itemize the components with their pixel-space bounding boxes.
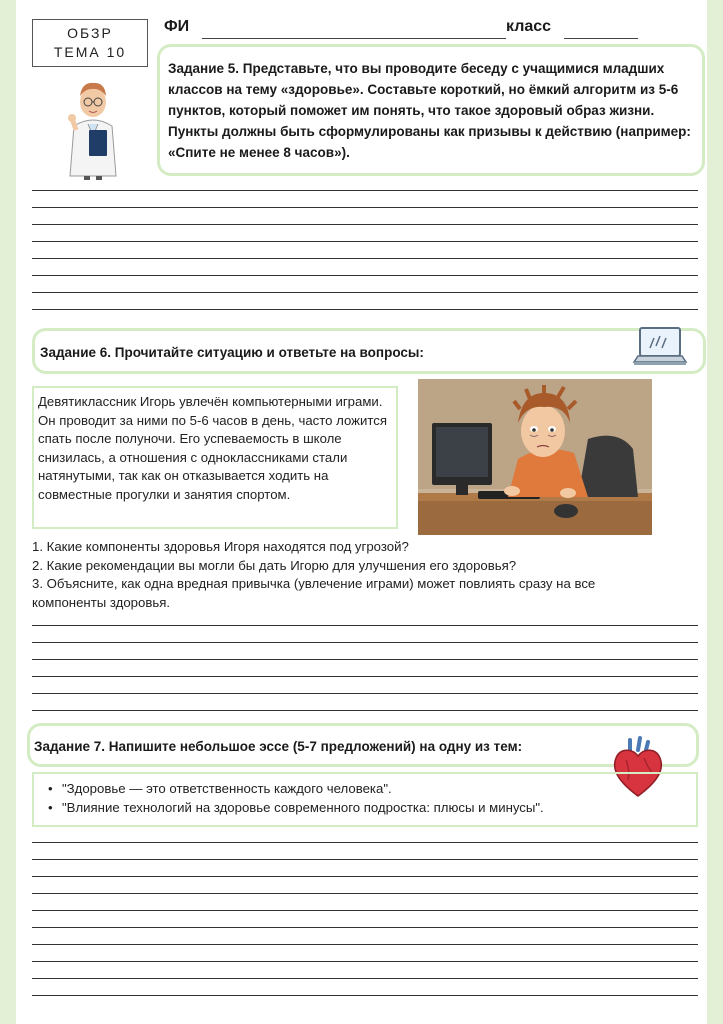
task7-title: Задание 7. Напишите небольшое эссе (5-7 предложений) на одну из тем:	[34, 739, 523, 754]
essay-topics-box	[32, 772, 698, 827]
topic-item	[48, 798, 696, 817]
bullet-icon: •	[48, 800, 53, 815]
class-field[interactable]	[564, 38, 638, 39]
topic-label: ТЕМА 10	[53, 44, 127, 60]
class-label: класс	[506, 18, 552, 35]
bullet-icon: •	[48, 781, 53, 796]
subject-box	[32, 19, 148, 67]
student-header	[164, 14, 664, 42]
subject-label: ОБЗР	[67, 25, 113, 41]
laptop-icon	[632, 326, 688, 368]
boy-at-computer-image	[418, 379, 652, 535]
question-1: 1. Какие компоненты здоровья Игоря находятся под угрозой?	[32, 539, 409, 554]
task6-title: Задание 6. Прочитайте ситуацию и ответьте на вопросы:	[40, 345, 424, 360]
name-label: ФИ	[164, 18, 190, 35]
task5-text: Задание 5. Представьте, что вы проводите беседу с учащимися младших классов на тему «здоровье». Составьте короткий, но ёмкий алгоритм из 5-6 пунктов, который поможет им понять, что такое здоровый образ жизни. Пункты должны быть сформулированы как призывы к действию (например: «Спите не менее 8 часов»).	[168, 61, 691, 160]
question-3: 3. Объясните, как одна вредная привычка (увлечение играми) может повлиять сразу на все компоненты здоровья.	[32, 576, 596, 610]
name-field[interactable]	[202, 38, 506, 39]
topic-2: "Влияние технологий на здоровье современного подростка: плюсы и минусы".	[62, 800, 544, 815]
task5-box	[157, 44, 705, 176]
topic-1: "Здоровье — это ответственность каждого человека".	[62, 781, 392, 796]
question-2: 2. Какие рекомендации вы могли бы дать Игорю для улучшения его здоровья?	[32, 557, 517, 573]
task6-title-box	[32, 328, 706, 374]
situation-text: Девятиклассник Игорь увлечён компьютерными играми. Он проводит за ними по 5-6 часов в день, часто ложится спать после полуночи. Его успеваемость в школе снизилась, а отношения с одноклассниками стали натянутыми, так как он отказывается ходить на совместные прогулки и занятия спортом.	[38, 394, 387, 502]
task6-questions	[32, 538, 672, 612]
situation-text-box	[32, 386, 398, 529]
doctor-illustration	[58, 74, 128, 180]
task7-title-box	[27, 723, 699, 767]
topic-item	[48, 779, 696, 798]
